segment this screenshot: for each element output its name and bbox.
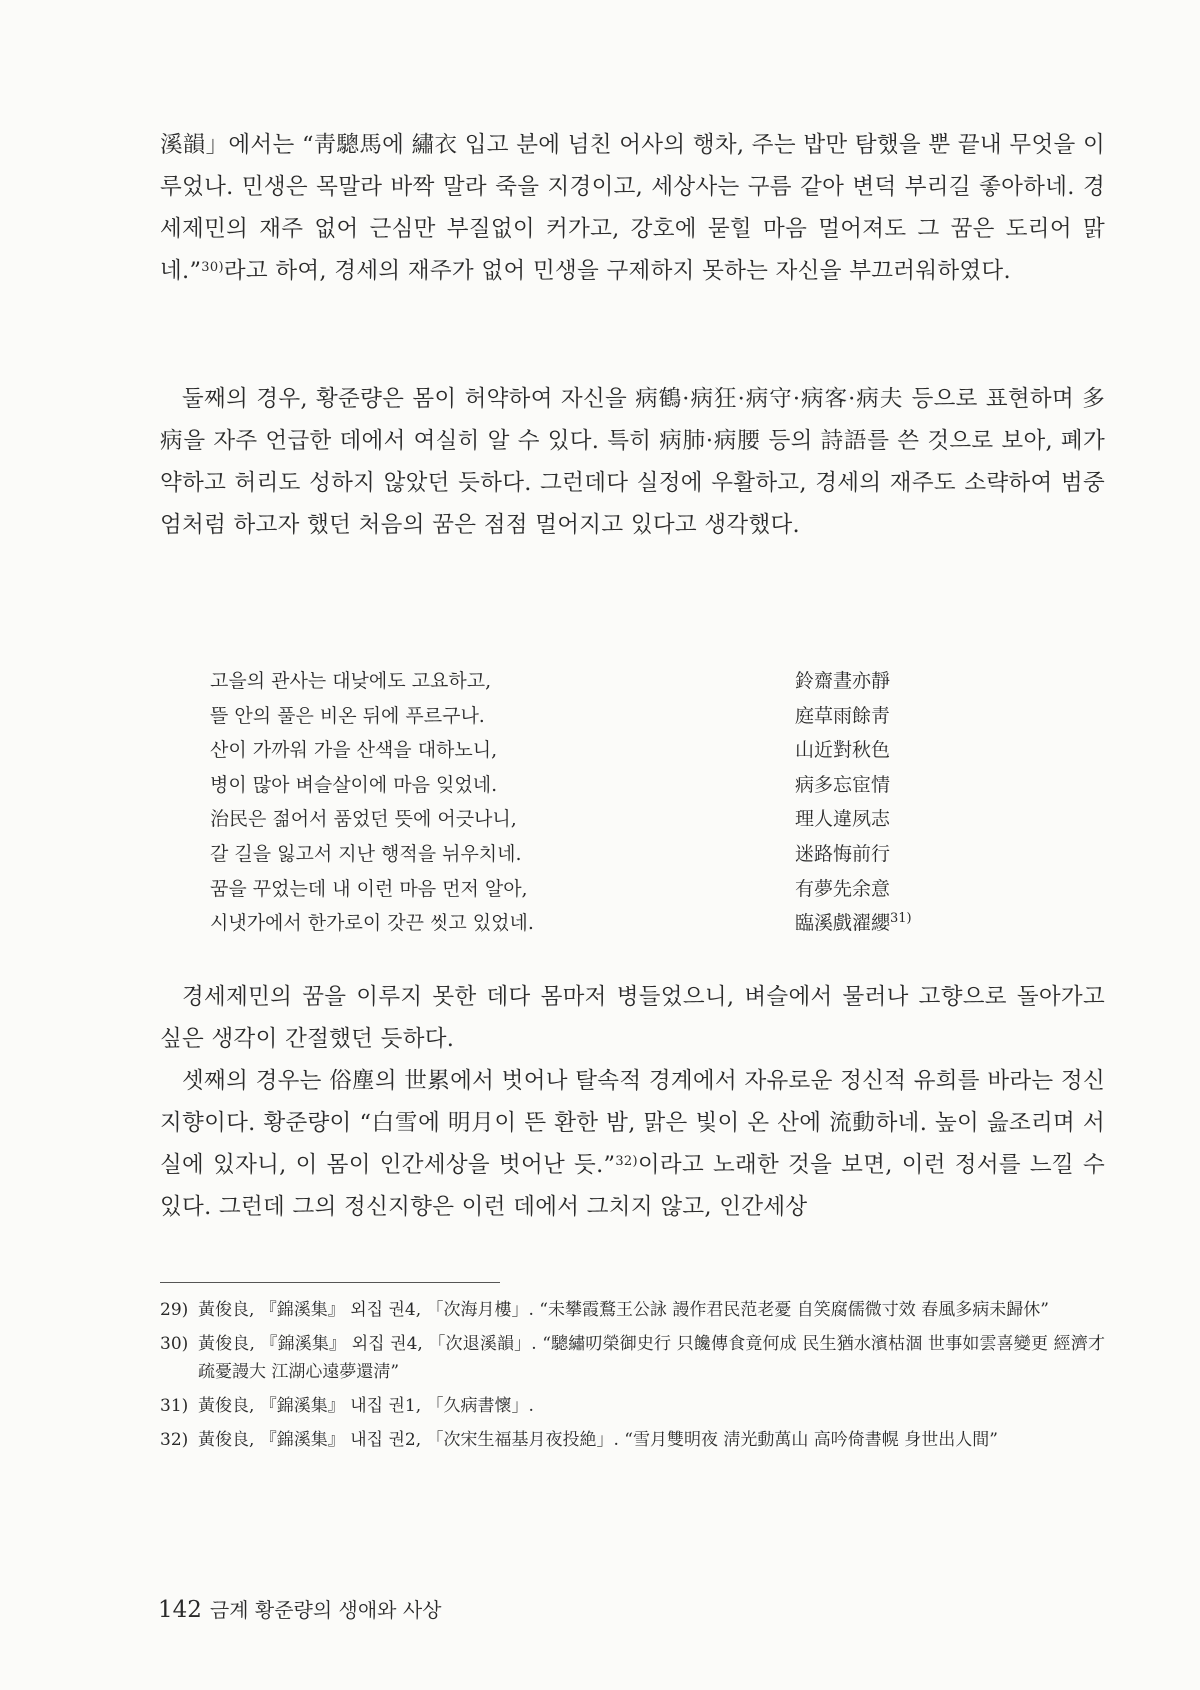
- poem-line: 뜰 안의 풀은 비온 뒤에 푸르구나. 庭草雨餘靑: [210, 704, 891, 727]
- page-footer: [158, 1594, 442, 1623]
- poem-line: 시냇가에서 한가로이 갓끈 씻고 있었네. 臨溪戲濯纓$^{31)}$: [210, 911, 912, 935]
- poem-line: 산이 가까워 가을 산색을 대하노니, 山近對秋色: [210, 739, 891, 762]
- book-title: 금계 황준량의 생애와 사상: [209, 1598, 442, 1622]
- footnote-31: 31) 黃俊良, 『錦溪集』 내집 권1, 「久病書懷」.: [160, 1396, 534, 1416]
- paragraph-3: 경세제민의 꿈을 이루지 못한 데다 몸마저 병들었으니, 벼슬에서 물러나 고향으로 돌아가고 싶은 생각이 간절했던 듯하다.: [160, 984, 1105, 1052]
- poem-block: [210, 664, 970, 941]
- footnote-30: 30) 黃俊良, 『錦溪集』 외집 권4, 「次退溪韻」. “驄繡叨榮御史行 只饞傳食竟何成 民生猶水濱枯涸 世事如雲喜變更 經濟才疏憂謾大 江湖心遠夢還淸”: [160, 1334, 1105, 1382]
- poem-line: 꿈을 꾸었는데 내 이런 마음 먼저 알아, 有夢先余意: [210, 877, 891, 900]
- poem-line: 고을의 관사는 대낮에도 고요하고, 鈴齋晝亦靜: [210, 670, 891, 692]
- poem-line: 병이 많아 벼슬살이에 마음 잊었네. 病多忘宦情: [210, 773, 891, 796]
- poem-line: 갈 길을 잃고서 지난 행적을 뉘우치네. 迷路悔前行: [210, 842, 891, 865]
- poem-line: 治民은 젊어서 품었던 뜻에 어긋나니, 理人違夙志: [210, 808, 891, 831]
- footnote-ref-31: 31): [890, 911, 912, 927]
- paragraph-2: 둘째의 경우, 황준량은 몸이 허약하여 자신을 病鶴·病狂·病守·病客·病夫 등으로 표현하며 多病을 자주 언급한 데에서 여실히 알 수 있다. 특히 病肺·病腰 등의 詩語를 쓴 것으로 보아, 폐가 약하고 허리도 성하지 않았던 듯하다. 그런데다 실정에 우활하고, 경세의 재주도 소략하여 범중엄처럼 하고자 했던 처음의 꿈은 점점 멀어지고 있다고 생각했다.: [160, 386, 1105, 538]
- footnote-divider: [160, 1282, 500, 1283]
- footnote-ref-32: 32): [615, 1154, 638, 1169]
- footnotes: [160, 1296, 1105, 1460]
- page-number: 142: [158, 1597, 202, 1623]
- paragraph-4: 셋째의 경우는 俗塵의 世累에서 벗어나 탈속적 경계에서 자유로운 정신적 유희를 바라는 정신지향이다. 황준량이 “白雪에 明月이 뜬 환한 밤, 맑은 빛이 온 산에 流動하네. 높이 읊조리며 서실에 있자니, 이 몸이 인간세상을 벗어난 듯.”$^{32)}$이라고 노래한 것을 보면, 이런 정서를 느낄 수 있다. 그런데 그의 정신지향은 이런 데에서 그치지 않고, 인간세상: [160, 1068, 1106, 1220]
- footnote-ref-30: 30): [201, 260, 224, 275]
- footnote-29: 29) 黃俊良, 『錦溪集』 외집 권4, 「次海月樓」. “未攀霞鶩王公詠 謾作君民范老憂 自笑腐儒微寸效 春風多病未歸休”: [160, 1300, 1049, 1320]
- footnote-32: 32) 黃俊良, 『錦溪集』 내집 권2, 「次宋生福基月夜投絶」. “雪月雙明夜 淸光動萬山 高吟倚書幌 身世出人間”: [160, 1430, 998, 1450]
- paragraph-1: 溪韻」에서는 “靑驄馬에 繡衣 입고 분에 넘친 어사의 행차, 주는 밥만 탐했을 뿐 끝내 무엇을 이루었나. 민생은 목말라 바짝 말라 죽을 지경이고, 세상사는 구름 같아 변덕 부리길 좋아하네. 경세제민의 재주 없어 근심만 부질없이 커가고, 강호에 묻힐 마음 멀어져도 그 꿈은 도리어 맑네.”$^{30)}$라고 하여, 경세의 재주가 없어 민생을 구제하지 못하는 자신을 부끄러워하였다.: [160, 132, 1105, 284]
